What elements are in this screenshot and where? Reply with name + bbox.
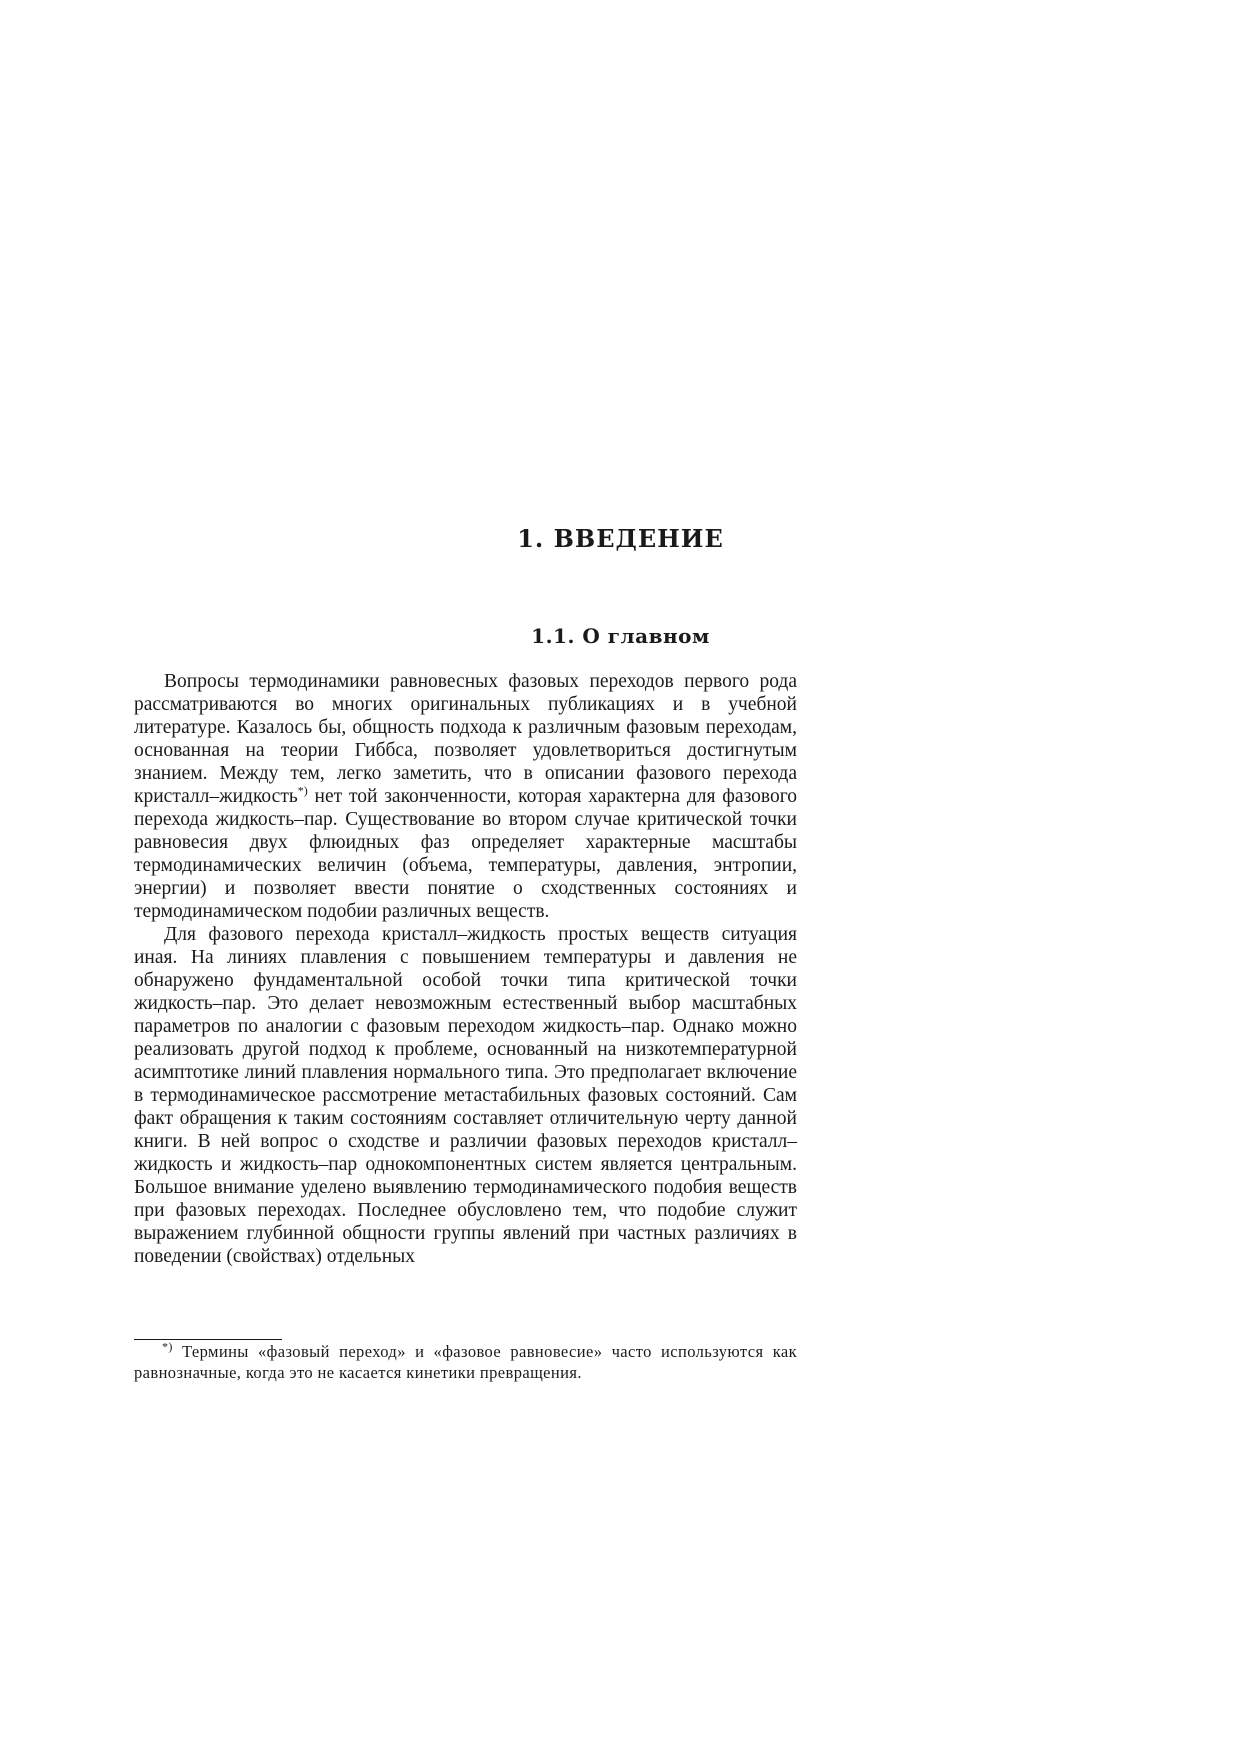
footnote-text: Термины «фазовый переход» и «фазовое равновесие» часто используются как равнозначные, когда это не касается кинетики превращения. bbox=[134, 1342, 797, 1382]
paragraph: Для фазового перехода кристалл–жидкость простых веществ ситуация иная. На линиях плавления с повышением температуры и давления не обнаружено фундаментальной особой точки типа критической точки жидкость–пар. Это делает невозможным естественный выбор масштабных параметров по аналогии с фазовым переходом жидкость–пар. Однако можно реализовать другой подход к проблеме, основанный на низкотемпературной асимптотике линий плавления нормального типа. Это предполагает включение в термодинамическое рассмотрение метастабильных фазовых состояний. Сам факт обращения к таким состояниям составляет отличительную черту данной книги. В ней вопрос о сходстве и различии фазовых переходов кристалл–жидкость и жидкость–пар однокомпонентных систем является центральным. Большое внимание уделено выявлению термодинамического подобия веществ при фазовых переходах. Последнее обусловлено тем, что подобие служит выражением глубинной общности группы явлений при частных различиях в поведении (свойствах) отдельных bbox=[134, 924, 797, 1267]
footnote-reference: *) bbox=[297, 783, 308, 798]
section-title: 1.1. О главном bbox=[531, 624, 710, 648]
paragraph-text: Вопросы термодинамики равновесных фазовых переходов первого рода рассматриваются во многих оригинальных публикациях и в учебной литературе. Казалось бы, общность подхода к различным фазовым переходам, основанная на теории Гиббса, позволяет удовлетвориться достигнутым знанием. Между тем, легко заметить, что в описании фазового перехода кристалл–жидкость bbox=[134, 671, 797, 807]
body-text bbox=[134, 670, 797, 1268]
paragraph bbox=[134, 670, 797, 923]
footnote-divider bbox=[134, 1339, 282, 1340]
footnote-mark: *) bbox=[162, 1339, 173, 1354]
paragraph-text: нет той законченности, которая характерна для фазового перехода жидкость–пар. Существование во втором случае критической точки равновесия двух флюидных фаз определяет характерные масштабы термодинамических величин (объема, температуры, давления, энтропии, энергии) и позволяет ввести понятие о сходственных состояниях и термодинамическом подобии различных веществ. bbox=[134, 786, 797, 922]
chapter-title: 1. ВВЕДЕНИЕ bbox=[517, 524, 724, 553]
footnote bbox=[134, 1341, 797, 1383]
